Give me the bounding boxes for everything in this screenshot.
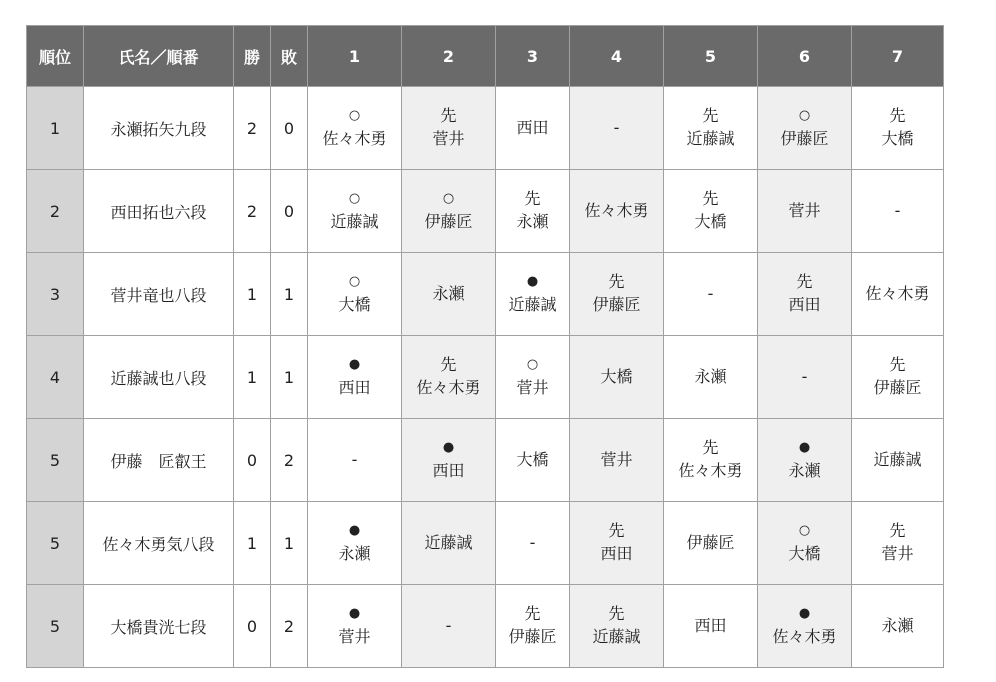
losses-cell: 1 [271,253,308,336]
opponent-name: 佐々木勇 [322,129,387,148]
result-mark: ● [526,274,539,289]
opponent-name: 永瀬 [338,544,371,563]
opponent-name: 菅井 [788,201,821,220]
round-4-cell [570,502,664,585]
result-mark: 先 [440,106,457,125]
round-2-cell [402,419,496,502]
round-3-cell [496,336,570,419]
result-mark: 先 [702,106,719,125]
opponent-name: 伊藤匠 [424,212,473,231]
round-5-cell [664,253,758,336]
round-6-cell [758,170,852,253]
round-2-cell [402,502,496,585]
result-mark: 先 [702,189,719,208]
result-mark: ○ [348,274,361,289]
round-1-cell [308,170,402,253]
opponent-name: 伊藤匠 [873,378,922,397]
opponent-name: 西田 [432,461,465,480]
opponent-name: 永瀬 [881,616,914,635]
result-mark: ○ [348,108,361,123]
league-standings-table [26,25,944,668]
wins-cell: 2 [234,170,271,253]
round-7-cell [852,87,944,170]
opponent-name: 伊藤匠 [592,295,641,314]
opponent-name: 佐々木勇 [584,201,649,220]
opponent-name: 大橋 [338,295,371,314]
opponent-name: 近藤誠 [508,295,557,314]
rank-cell: 4 [27,336,84,419]
round-1-cell [308,87,402,170]
opponent-name: 菅井 [600,450,633,469]
opponent-name: 菅井 [516,378,549,397]
round-5-cell [664,585,758,668]
column-header-1: 氏名／順番 [84,26,234,87]
result-mark: 先 [524,604,541,623]
round-4-cell [570,170,664,253]
opponent-name: 近藤誠 [592,627,641,646]
result-mark: 先 [702,438,719,457]
opponent-name: 伊藤匠 [508,627,557,646]
opponent-name: 佐々木勇 [772,627,837,646]
opponent-name: 西田 [694,616,727,635]
result-mark: 先 [889,355,906,374]
table-body [27,87,944,668]
round-6-cell [758,336,852,419]
column-header-10: 7 [852,26,944,87]
opponent-name: 佐々木勇 [678,461,743,480]
standings-table-wrapper [26,25,944,668]
player-name-cell: 大橋貴洸七段 [84,585,234,668]
round-6-cell [758,502,852,585]
wins-cell: 1 [234,336,271,419]
round-2-cell [402,336,496,419]
result-mark: 先 [440,355,457,374]
result-mark: ○ [442,191,455,206]
result-mark: 先 [524,189,541,208]
round-2-cell [402,253,496,336]
round-2-cell [402,170,496,253]
opponent-name: 大橋 [881,129,914,148]
round-7-cell [852,253,944,336]
opponent-name: 西田 [600,544,633,563]
losses-cell: 1 [271,502,308,585]
opponent-name: 西田 [788,295,821,314]
result-mark: ○ [348,191,361,206]
table-row [27,336,944,419]
round-5-cell [664,336,758,419]
column-header-8: 5 [664,26,758,87]
opponent-name: - [445,616,452,635]
round-7-cell [852,419,944,502]
opponent-name: 大橋 [788,544,821,563]
round-3-cell [496,87,570,170]
opponent-name: 大橋 [600,367,633,386]
round-3-cell [496,502,570,585]
table-row [27,253,944,336]
result-mark: ○ [798,523,811,538]
round-7-cell [852,502,944,585]
round-1-cell [308,336,402,419]
result-mark: ● [348,357,361,372]
round-5-cell [664,170,758,253]
round-5-cell [664,502,758,585]
round-3-cell [496,170,570,253]
opponent-name: 菅井 [338,627,371,646]
opponent-name: 大橋 [694,212,727,231]
opponent-name: 近藤誠 [424,533,473,552]
losses-cell: 0 [271,87,308,170]
round-6-cell [758,87,852,170]
column-header-3: 敗 [271,26,308,87]
rank-cell: 5 [27,585,84,668]
player-name-cell: 佐々木勇気八段 [84,502,234,585]
opponent-name: - [801,367,808,386]
opponent-name: 近藤誠 [330,212,379,231]
column-header-9: 6 [758,26,852,87]
wins-cell: 2 [234,87,271,170]
opponent-name: 菅井 [432,129,465,148]
column-header-5: 2 [402,26,496,87]
player-name-cell: 伊藤 匠叡王 [84,419,234,502]
result-mark: ○ [526,357,539,372]
opponent-name: - [894,201,901,220]
table-row [27,502,944,585]
round-2-cell [402,585,496,668]
player-name-cell: 永瀬拓矢九段 [84,87,234,170]
opponent-name: - [351,450,358,469]
opponent-name: - [613,118,620,137]
round-4-cell [570,585,664,668]
opponent-name: 伊藤匠 [780,129,829,148]
opponent-name: 伊藤匠 [686,533,735,552]
column-header-0: 順位 [27,26,84,87]
opponent-name: 佐々木勇 [416,378,481,397]
table-header [27,26,944,87]
round-4-cell [570,336,664,419]
round-1-cell [308,585,402,668]
round-7-cell [852,336,944,419]
round-7-cell [852,170,944,253]
header-row [27,26,944,87]
wins-cell: 0 [234,585,271,668]
result-mark: ● [442,440,455,455]
column-header-2: 勝 [234,26,271,87]
player-name-cell: 西田拓也六段 [84,170,234,253]
round-3-cell [496,419,570,502]
result-mark: ● [348,606,361,621]
result-mark: ● [348,523,361,538]
result-mark: ● [798,606,811,621]
round-7-cell [852,585,944,668]
losses-cell: 1 [271,336,308,419]
losses-cell: 2 [271,585,308,668]
opponent-name: 永瀬 [694,367,727,386]
rank-cell: 5 [27,502,84,585]
opponent-name: - [707,284,714,303]
opponent-name: 近藤誠 [873,450,922,469]
result-mark: ● [798,440,811,455]
table-row [27,170,944,253]
table-row [27,419,944,502]
column-header-4: 1 [308,26,402,87]
opponent-name: 菅井 [881,544,914,563]
table-row [27,87,944,170]
rank-cell: 3 [27,253,84,336]
round-1-cell [308,502,402,585]
result-mark: 先 [608,604,625,623]
result-mark: 先 [889,106,906,125]
opponent-name: 永瀬 [516,212,549,231]
opponent-name: 永瀬 [432,284,465,303]
wins-cell: 1 [234,253,271,336]
round-6-cell [758,253,852,336]
table-row [27,585,944,668]
column-header-6: 3 [496,26,570,87]
round-4-cell [570,419,664,502]
column-header-7: 4 [570,26,664,87]
player-name-cell: 近藤誠也八段 [84,336,234,419]
losses-cell: 2 [271,419,308,502]
opponent-name: - [529,533,536,552]
round-3-cell [496,585,570,668]
opponent-name: 近藤誠 [686,129,735,148]
result-mark: 先 [889,521,906,540]
round-5-cell [664,87,758,170]
result-mark: 先 [796,272,813,291]
opponent-name: 佐々木勇 [865,284,930,303]
rank-cell: 5 [27,419,84,502]
round-1-cell [308,253,402,336]
round-4-cell [570,253,664,336]
opponent-name: 西田 [338,378,371,397]
opponent-name: 西田 [516,118,549,137]
result-mark: 先 [608,521,625,540]
rank-cell: 1 [27,87,84,170]
round-6-cell [758,419,852,502]
wins-cell: 1 [234,502,271,585]
losses-cell: 0 [271,170,308,253]
player-name-cell: 菅井竜也八段 [84,253,234,336]
round-4-cell [570,87,664,170]
rank-cell: 2 [27,170,84,253]
opponent-name: 大橋 [516,450,549,469]
opponent-name: 永瀬 [788,461,821,480]
round-2-cell [402,87,496,170]
wins-cell: 0 [234,419,271,502]
result-mark: 先 [608,272,625,291]
round-6-cell [758,585,852,668]
round-1-cell [308,419,402,502]
round-3-cell [496,253,570,336]
round-5-cell [664,419,758,502]
result-mark: ○ [798,108,811,123]
